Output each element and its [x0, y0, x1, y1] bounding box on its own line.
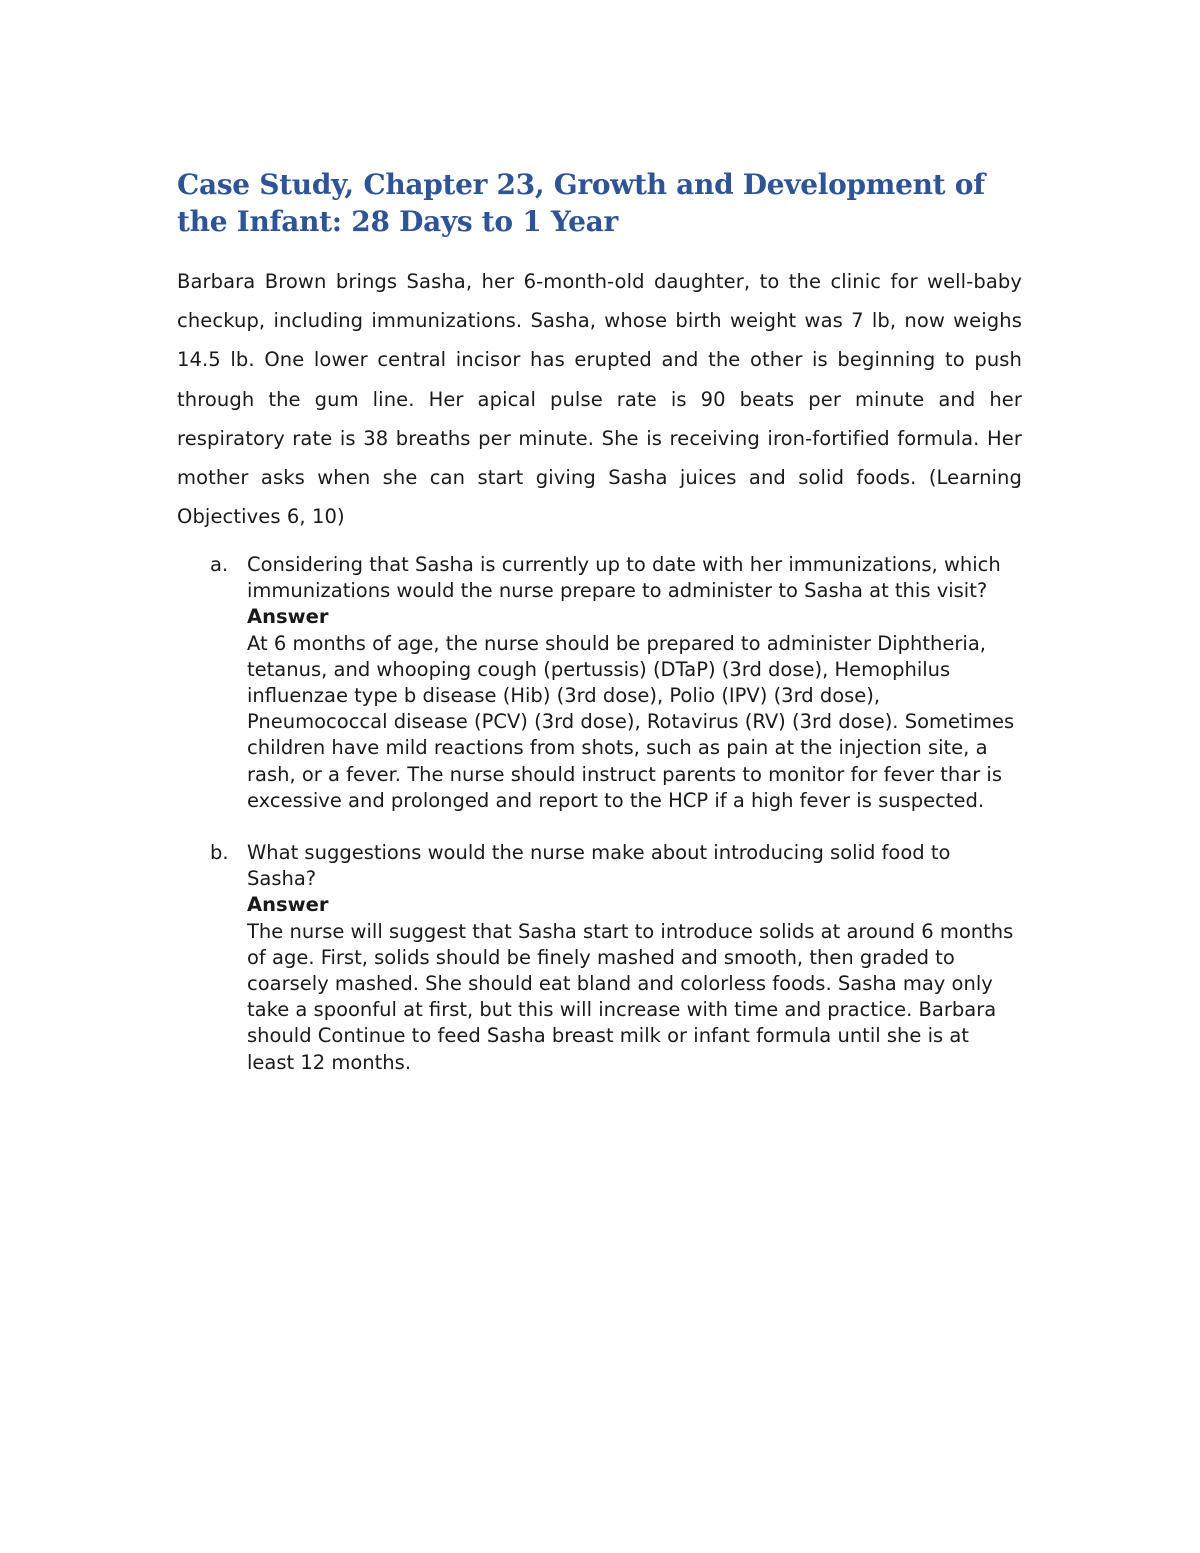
question-text: What suggestions would the nurse make about introducing solid food to Sasha? [247, 841, 951, 891]
question-marker: a. [210, 553, 229, 576]
answer-label: Answer [247, 893, 329, 917]
question-item-a [177, 552, 1022, 814]
answer-label: Answer [247, 605, 329, 629]
question-marker: b. [210, 841, 229, 865]
question-list [177, 552, 1022, 1076]
case-intro-paragraph: Barbara Brown brings Sasha, her 6-month-old daughter, to the clinic for well-baby checkup, including immunizations. Sasha, whose birth weight was 7 lb, now weighs 14.5 lb. One lower central incisor has erupted and the other is beginning to push through the gum line. Her apical pulse rate is 90 beats per minute and her respiratory rate is 38 breaths per minute. She is receiving iron-fortified formula. Her mother asks when she can start giving Sasha juices and solid foods. (Learning Objectives 6, 10) [177, 270, 1022, 529]
question-item-b [177, 840, 1022, 1076]
document-title: Case Study, Chapter 23, Growth and Development of the Infant: 28 Days to 1 Year [177, 168, 985, 238]
answer-text: The nurse will suggest that Sasha start to introduce solids at around 6 months of age. First, solids should be finely mashed and smooth, then graded to coarsely mashed. She should eat bland and colorless foods. Sasha may only take a spoonful at first, but this will increase with time and practice. Barbara should Continue to feed Sasha breast milk or infant formula until she is at least 12 months. [247, 919, 1014, 1074]
question-text: Considering that Sasha is currently up to date with her immunizations, which immunizations would the nurse prepare to administer to Sasha at this visit? [247, 553, 1001, 603]
answer-text: At 6 months of age, the nurse should be prepared to administer Diphtheria, tetanus, and whooping cough (pertussis) (DTaP) (3rd dose), Hemophilus influenzae type b disease (Hib) (3rd dose), Polio (IPV) (3rd dose), Pneumococcal disease (PCV) (3rd dose), Rotavirus (RV) (3rd dose). Sometimes children have mild reactions from shots, such as pain at the injection site, a rash, or a fever. The nurse should instruct parents to monitor for fever thar is excessive and prolonged and report to the HCP if a high fever is suspected. [247, 631, 1015, 812]
